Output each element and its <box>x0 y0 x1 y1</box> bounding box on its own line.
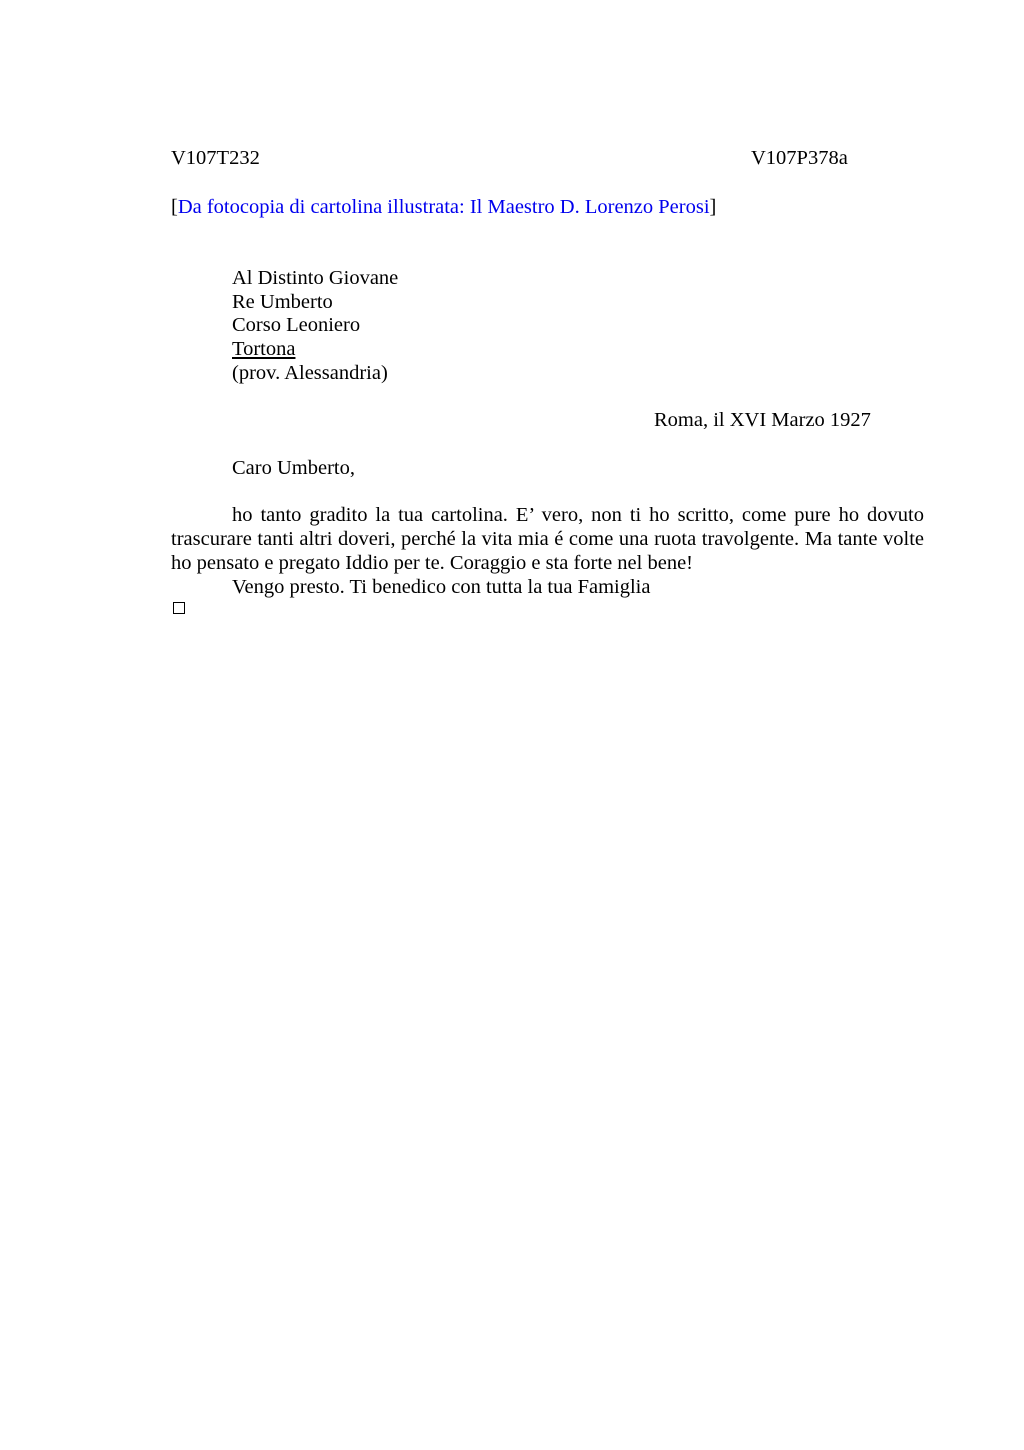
address-line-2: Re Umberto <box>232 291 333 313</box>
closing-line: Vengo presto. Ti benedico con tutta la tua Famiglia <box>232 576 651 598</box>
letter-body: ho tanto gradito la tua cartolina. E’ vero, non ti ho scritto, come pure ho dovuto trascurare tanti altri doveri, perché la vita mia é come una ruota travolgente. Ma tante volte ho pensato e pregato Iddio per te. Coraggio e sta forte nel bene! <box>171 504 924 574</box>
dateline: Roma, il XVI Marzo 1927 <box>654 409 871 431</box>
address-city: Tortona <box>232 338 296 360</box>
address-line-1: Al Distinto Giovane <box>232 267 399 289</box>
note-close-bracket: ] <box>709 196 717 218</box>
reference-code-left: V107T232 <box>171 147 260 169</box>
reference-code-right: V107P378a <box>751 147 848 169</box>
salutation: Caro Umberto, <box>232 457 355 479</box>
note-text: Da fotocopia di cartolina illustrata: Il Maestro D. Lorenzo Perosi <box>177 196 710 218</box>
address-province: (prov. Alessandria) <box>232 362 388 384</box>
note-open-bracket: [ <box>171 196 178 218</box>
editorial-note <box>171 195 716 219</box>
empty-square-icon <box>173 602 185 614</box>
address-line-3: Corso Leoniero <box>232 314 361 336</box>
